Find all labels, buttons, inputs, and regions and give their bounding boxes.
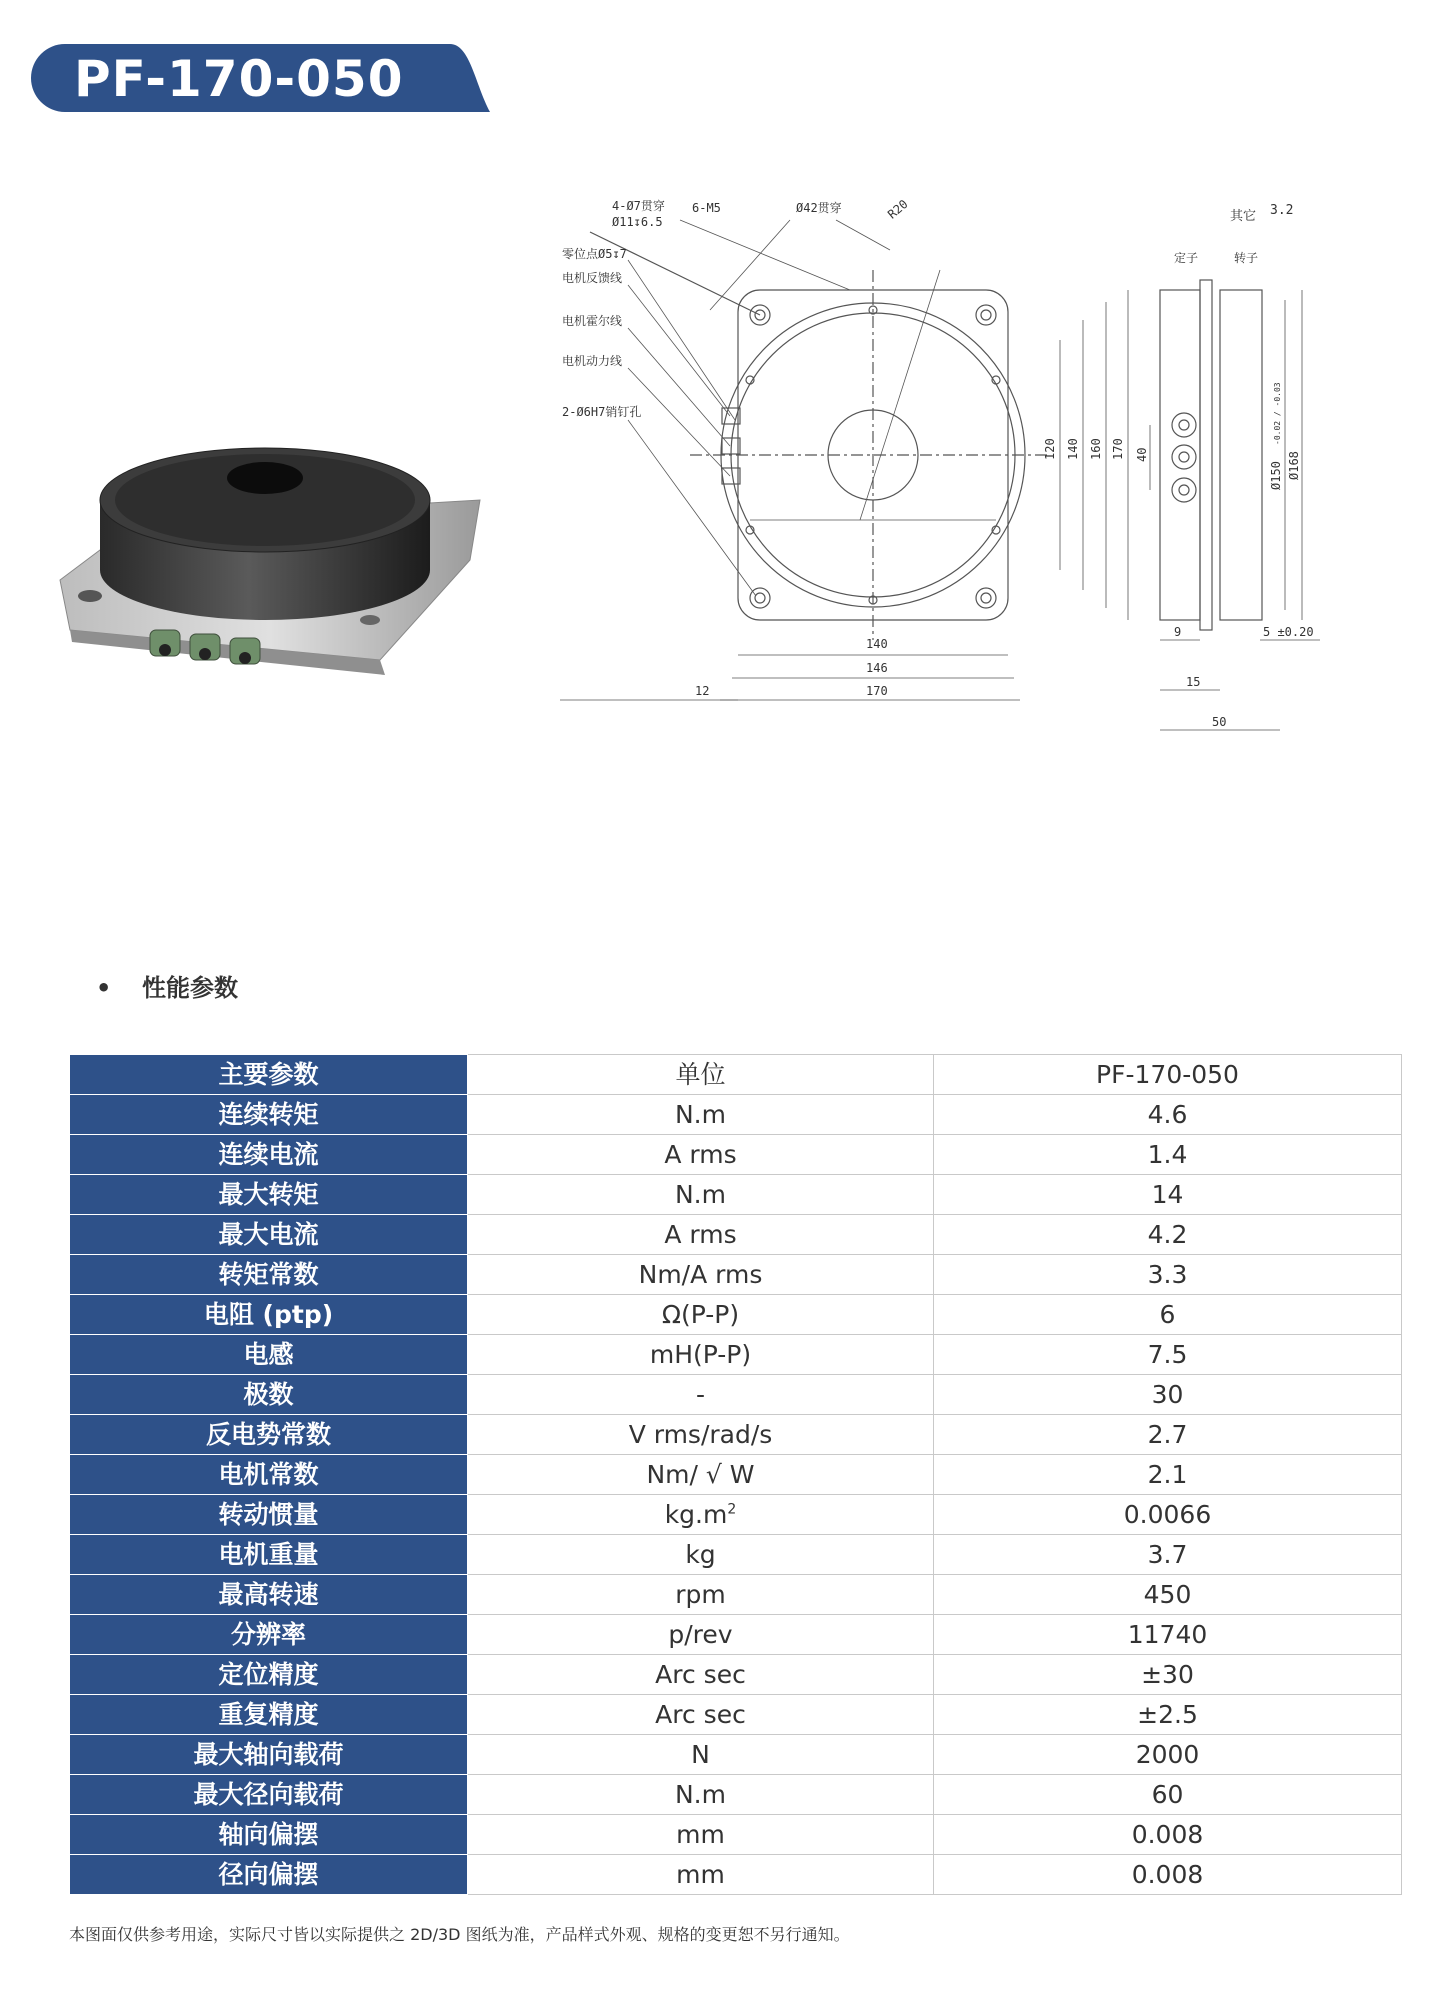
- param-unit: kg: [468, 1535, 934, 1575]
- param-unit: p/rev: [468, 1615, 934, 1655]
- param-name: 重复精度: [70, 1695, 468, 1735]
- label-m5: 6-M5: [692, 201, 721, 215]
- param-unit-text: kg.m: [664, 1500, 728, 1529]
- param-name: 极数: [70, 1375, 468, 1415]
- dim-160-v: 160: [1089, 438, 1103, 460]
- param-name: 最高转速: [70, 1575, 468, 1615]
- param-unit: V rms/rad/s: [468, 1415, 934, 1455]
- param-unit: -: [468, 1375, 934, 1415]
- label-rotor: 转子: [1234, 251, 1259, 265]
- table-row: [70, 1455, 1402, 1495]
- param-value: 0.0066: [934, 1495, 1402, 1535]
- param-unit: A rms: [468, 1215, 934, 1255]
- param-unit: rpm: [468, 1575, 934, 1615]
- param-value: 3.3: [934, 1255, 1402, 1295]
- param-value: 30: [934, 1375, 1402, 1415]
- table-row: [70, 1735, 1402, 1775]
- dim-140-v: 140: [1066, 438, 1080, 460]
- param-name: 最大轴向载荷: [70, 1735, 468, 1775]
- param-name: 定位精度: [70, 1655, 468, 1695]
- param-value: 14: [934, 1175, 1402, 1215]
- table-row: [70, 1655, 1402, 1695]
- dim-9: 9: [1174, 625, 1182, 639]
- param-name: 电感: [70, 1335, 468, 1375]
- param-name: 连续转矩: [70, 1095, 468, 1135]
- param-unit: Arc sec: [468, 1655, 934, 1695]
- table-row: [70, 1215, 1402, 1255]
- table-row: [70, 1535, 1402, 1575]
- table-row: [70, 1815, 1402, 1855]
- label-through-holes-b: Ø11↧6.5: [612, 215, 663, 229]
- footnote: 本图面仅供参考用途，实际尺寸皆以实际提供之 2D/3D 图纸为准，产品样式外观、规格的变更恕不另行通知。: [69, 1925, 850, 1944]
- param-unit: Nm/ √ W: [468, 1455, 934, 1495]
- dim-150-tolerance: -0.02 / -0.03: [1273, 382, 1282, 445]
- label-through-holes-a: 4-Ø7贯穿: [612, 199, 665, 213]
- table-row: [70, 1855, 1402, 1895]
- param-name: 连续电流: [70, 1135, 468, 1175]
- param-name: 最大电流: [70, 1215, 468, 1255]
- param-value: 3.7: [934, 1535, 1402, 1575]
- dim-168: Ø168: [1287, 451, 1301, 480]
- table-row: [70, 1415, 1402, 1455]
- label-pin-holes: 2-Ø6H7销钉孔: [562, 405, 642, 419]
- param-value: 6: [934, 1295, 1402, 1335]
- title-banner: [30, 44, 490, 114]
- page-title: PF-170-050: [74, 50, 404, 108]
- table-row: [70, 1695, 1402, 1735]
- header-unit: 单位: [468, 1055, 934, 1095]
- dim-150: Ø150: [1269, 461, 1283, 490]
- dim-12: 12: [695, 684, 710, 698]
- param-name: 电机重量: [70, 1535, 468, 1575]
- dim-50: 50: [1212, 715, 1227, 729]
- param-unit: N.m: [468, 1775, 934, 1815]
- label-zero-point: 零位点Ø5↧7: [562, 247, 627, 261]
- param-unit: A rms: [468, 1135, 934, 1175]
- table-row: [70, 1375, 1402, 1415]
- param-unit: [468, 1495, 934, 1535]
- table-row: [70, 1135, 1402, 1175]
- param-value: ±2.5: [934, 1695, 1402, 1735]
- param-value: 4.6: [934, 1095, 1402, 1135]
- label-radius: R20: [885, 196, 911, 222]
- param-value: 11740: [934, 1615, 1402, 1655]
- table-row: [70, 1175, 1402, 1215]
- header-model: PF-170-050: [934, 1055, 1402, 1095]
- param-value: 7.5: [934, 1335, 1402, 1375]
- param-value: ±30: [934, 1655, 1402, 1695]
- dim-5: 5 ±0.20: [1263, 625, 1314, 639]
- param-value: 60: [934, 1775, 1402, 1815]
- label-other: 其它: [1230, 209, 1257, 224]
- param-unit: Ω(P-P): [468, 1295, 934, 1335]
- section-title: 性能参数: [142, 974, 238, 1002]
- product-photo: [50, 420, 490, 680]
- label-stator: 定子: [1174, 251, 1199, 265]
- param-value: 1.4: [934, 1135, 1402, 1175]
- param-name: 分辨率: [70, 1615, 468, 1655]
- table-row: [70, 1335, 1402, 1375]
- table-row: [70, 1495, 1402, 1535]
- table-row: [70, 1615, 1402, 1655]
- param-unit: mH(P-P): [468, 1335, 934, 1375]
- table-row: [70, 1775, 1402, 1815]
- param-name: 反电势常数: [70, 1415, 468, 1455]
- param-value: 4.2: [934, 1215, 1402, 1255]
- dim-120-v: 120: [1043, 438, 1057, 460]
- label-power-line: 电机动力线: [562, 354, 623, 368]
- technical-drawing: [560, 190, 1360, 760]
- table-row: [70, 1575, 1402, 1615]
- label-bore: Ø42贯穿: [796, 201, 842, 215]
- param-value: 2000: [934, 1735, 1402, 1775]
- param-name: 转矩常数: [70, 1255, 468, 1295]
- param-value: 450: [934, 1575, 1402, 1615]
- label-other-value: 3.2: [1270, 203, 1294, 218]
- label-hall-line: 电机霍尔线: [562, 314, 623, 328]
- param-unit: Nm/A rms: [468, 1255, 934, 1295]
- param-value: 2.7: [934, 1415, 1402, 1455]
- param-unit: mm: [468, 1815, 934, 1855]
- param-unit: N.m: [468, 1175, 934, 1215]
- bullet-icon: •: [96, 974, 112, 1002]
- spec-table: [69, 1054, 1402, 1895]
- param-unit: Arc sec: [468, 1695, 934, 1735]
- dim-170-h: 170: [866, 684, 888, 698]
- dim-15: 15: [1186, 675, 1201, 689]
- header-param: 主要参数: [70, 1055, 468, 1095]
- table-row: [70, 1255, 1402, 1295]
- param-name: 电阻 (ptp): [70, 1295, 468, 1335]
- param-value: 0.008: [934, 1855, 1402, 1895]
- table-row: [70, 1295, 1402, 1335]
- section-heading: [96, 968, 238, 1003]
- dim-40: 40: [1135, 447, 1149, 462]
- param-name: 轴向偏摆: [70, 1815, 468, 1855]
- param-name: 径向偏摆: [70, 1855, 468, 1895]
- table-row: [70, 1095, 1402, 1135]
- dim-146-h: 146: [866, 661, 888, 675]
- param-unit: N: [468, 1735, 934, 1775]
- param-value: 0.008: [934, 1815, 1402, 1855]
- param-name: 转动惯量: [70, 1495, 468, 1535]
- unit-superscript: 2: [727, 1501, 737, 1518]
- param-name: 最大转矩: [70, 1175, 468, 1215]
- table-header-row: [70, 1055, 1402, 1095]
- param-unit: N.m: [468, 1095, 934, 1135]
- param-unit: mm: [468, 1855, 934, 1895]
- param-name: 最大径向载荷: [70, 1775, 468, 1815]
- param-name: 电机常数: [70, 1455, 468, 1495]
- label-feedback-line: 电机反馈线: [562, 271, 623, 285]
- param-value: 2.1: [934, 1455, 1402, 1495]
- dim-170-v: 170: [1111, 438, 1125, 460]
- dim-140-h: 140: [866, 637, 888, 651]
